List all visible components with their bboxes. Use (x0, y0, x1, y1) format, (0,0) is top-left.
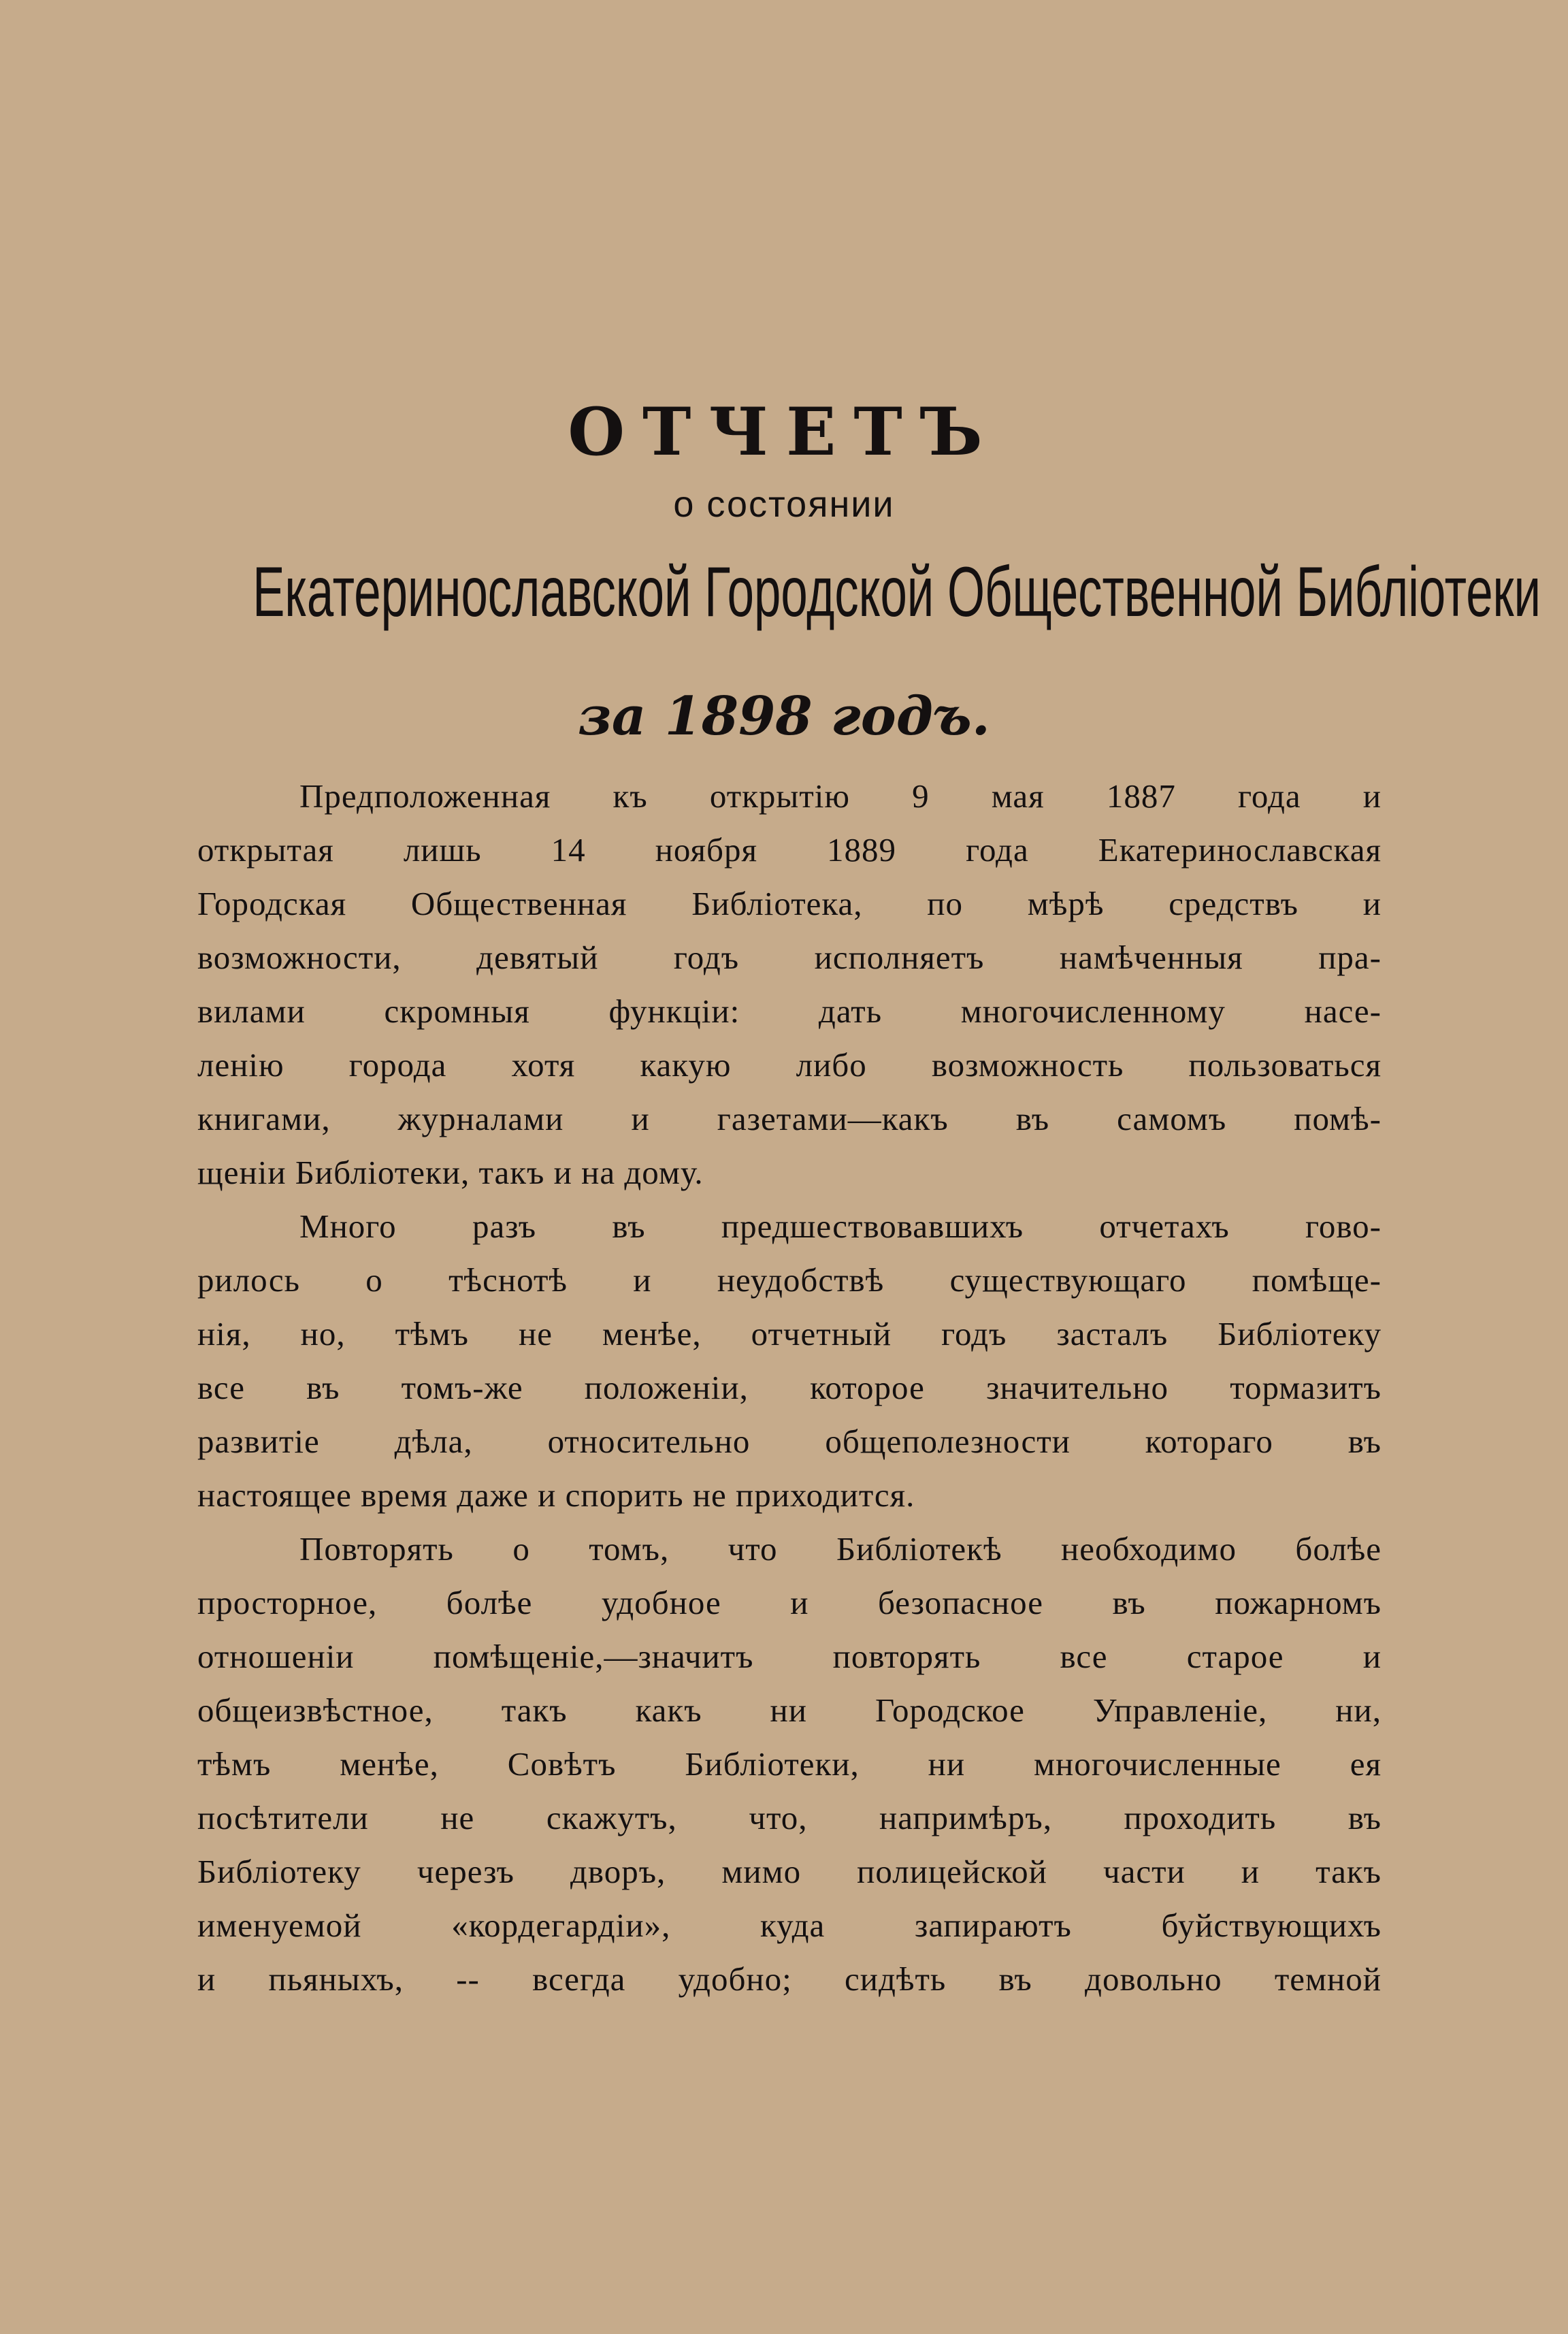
text-line: именуемой «кордегардіи», куда запираютъ буйствующихъ (197, 1907, 1382, 1944)
text-line: книгами, журналами и газетами—какъ въ самомъ помѣ- (197, 1100, 1382, 1137)
text-line: Много разъ въ предшествовавшихъ отчетахъ гово- (299, 1207, 1382, 1245)
report-subtitle: о состоянии (673, 484, 895, 525)
text-line: развитіе дѣла, относительно общеполезности котораго въ (197, 1423, 1382, 1460)
text-line: Библіотеку черезъ дворъ, мимо полицейской части и такъ (197, 1853, 1382, 1890)
text-line: общеизвѣстное, такъ какъ ни Городское Управленіе, ни, (197, 1691, 1382, 1729)
text-line: отношеніи помѣщеніе,—значитъ повторять все старое и (197, 1638, 1382, 1675)
text-line: ленію города хотя какую либо возможность пользоваться (197, 1046, 1382, 1084)
text-line: возможности, девятый годъ исполняетъ намѣченныя пра- (197, 939, 1382, 976)
text-line: настоящее время даже и спорить не приходится. (197, 1476, 915, 1514)
text-line: вилами скромныя функціи: дать многочисленному насе- (197, 992, 1382, 1030)
text-line: Городская Общественная Библіотека, по мѣрѣ средствъ и (197, 885, 1382, 922)
body-text (197, 769, 1382, 2006)
text-line: открытая лишь 14 ноября 1889 года Екатеринославская (197, 831, 1382, 869)
library-name: Екатеринославской Городской Общественной Библіотеки (252, 553, 1541, 632)
text-line: нія, но, тѣмъ не менѣе, отчетный годъ засталъ Библіотеку (197, 1315, 1382, 1352)
paragraph-2 (197, 1199, 1382, 1522)
text-line: все въ томъ-же положеніи, которое значительно тормазитъ (197, 1369, 1382, 1406)
text-line: Предположенная къ открытію 9 мая 1887 года и (299, 777, 1382, 815)
text-line: и пьяныхъ, -- всегда удобно; сидѣть въ довольно темной (197, 1960, 1382, 1998)
paragraph-1 (197, 769, 1382, 1199)
paragraph-3 (197, 1522, 1382, 2006)
text-line: тѣмъ менѣе, Совѣтъ Библіотеки, ни многочисленные ея (197, 1745, 1382, 1783)
report-title: ОТЧЕТЪ (568, 393, 1000, 470)
text-line: щеніи Библіотеки, такъ и на дому. (197, 1154, 704, 1191)
text-line: Повторять о томъ, что Библіотекѣ необходимо болѣе (299, 1530, 1382, 1568)
text-line: рилось о тѣснотѣ и неудобствѣ существующаго помѣще- (197, 1261, 1382, 1299)
text-line: просторное, болѣе удобное и безопасное въ пожарномъ (197, 1584, 1382, 1621)
text-line: посѣтители не скажутъ, что, напримѣръ, проходить въ (197, 1799, 1382, 1836)
report-year: за 1898 годъ. (578, 685, 990, 747)
